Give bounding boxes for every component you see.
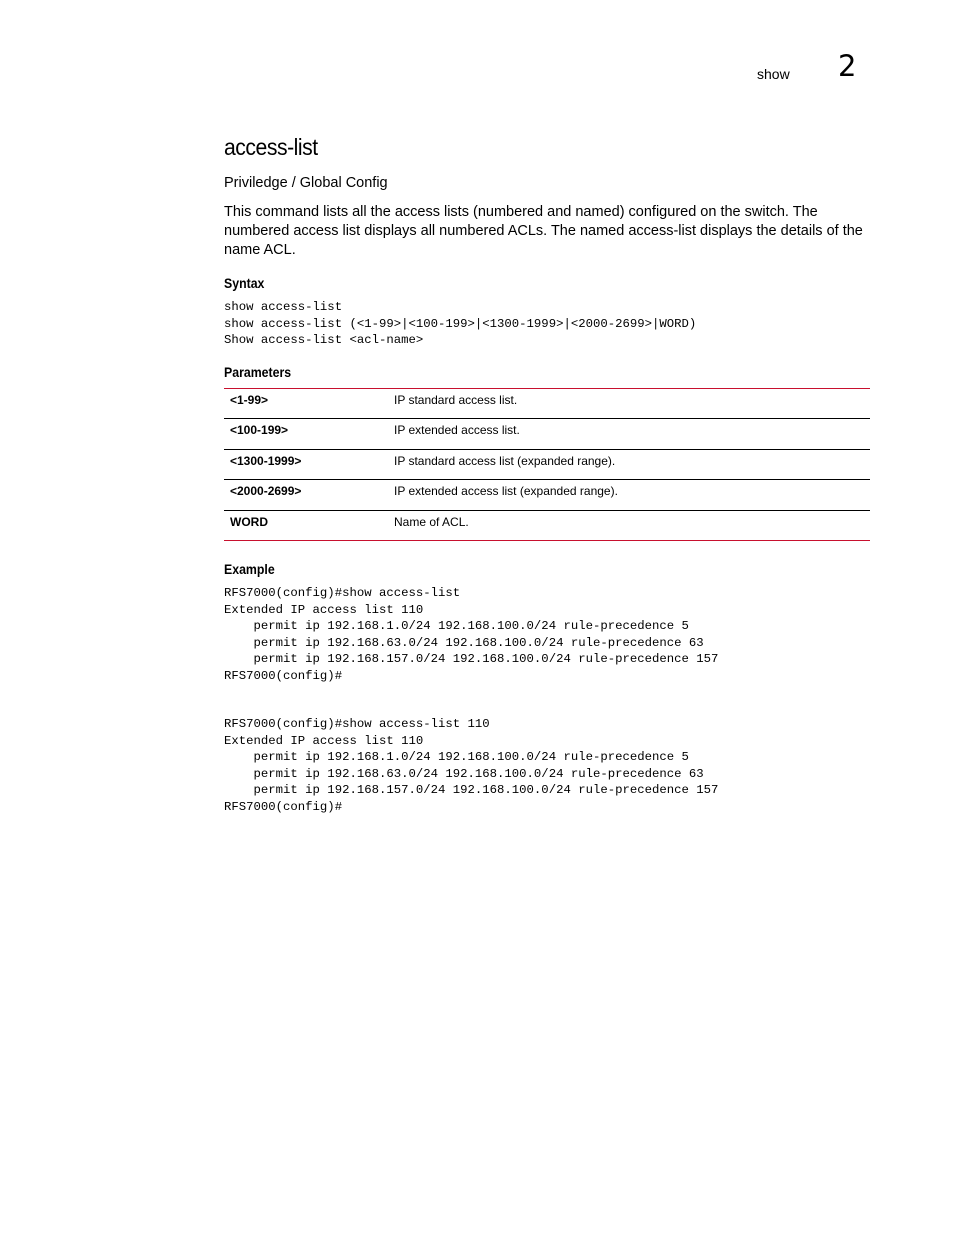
code-line: RFS7000(config)#show access-list 110 [224,717,490,731]
table-row [224,388,870,419]
param-description: IP standard access list (expanded range). [388,449,870,480]
param-description: Name of ACL. [388,510,870,541]
code-line: permit ip 192.168.1.0/24 192.168.100.0/24 rule-precedence 5 [224,750,689,764]
code-line: Extended IP access list 110 [224,602,424,617]
header-section-name: show [757,66,790,82]
param-name: WORD [224,510,388,541]
param-name: <1-99> [230,392,269,407]
example-heading: Example [224,561,275,577]
param-name: <2000-2699> [224,480,388,511]
command-mode: Priviledge / Global Config [224,175,388,191]
example-code-block-2 [224,716,870,815]
spacer [224,684,870,716]
syntax-block [224,299,870,349]
code-line: permit ip 192.168.63.0/24 192.168.100.0/24 rule-precedence 63 [224,766,704,781]
code-line: RFS7000(config)# [224,668,343,683]
param-description: IP standard access list. [394,392,518,407]
main-content [224,132,870,815]
code-line: RFS7000(config)# [224,799,343,814]
table-row [224,419,870,450]
syntax-heading: Syntax [224,275,265,291]
syntax-line: Show access-list <acl-name> [224,333,424,347]
code-line: permit ip 192.168.157.0/24 192.168.100.0/24 rule-precedence 157 [224,783,719,797]
code-line: permit ip 192.168.1.0/24 192.168.100.0/24 rule-precedence 5 [224,619,689,633]
page-title: access-list [224,134,318,160]
command-description: This command lists all the access lists (numbered and named) configured on the switch. The numbered access list displays all numbered ACLs. The named access-list displays the details of the name ACL. [224,204,863,258]
table-row [224,449,870,480]
code-line: RFS7000(config)#show access-list [224,586,461,600]
parameters-table [224,388,870,542]
code-line: permit ip 192.168.157.0/24 192.168.100.0/24 rule-precedence 157 [224,652,719,666]
syntax-line: show access-list (<1-99>|<100-199>|<1300-1999>|<2000-2699>|WORD) [224,316,697,331]
param-description: IP extended access list. [388,419,870,450]
param-name: <1300-1999> [224,449,388,480]
code-line: permit ip 192.168.63.0/24 192.168.100.0/24 rule-precedence 63 [224,635,704,650]
example-code-block-1 [224,585,870,684]
syntax-line: show access-list [224,300,343,314]
parameters-heading: Parameters [224,363,292,380]
param-description: IP extended access list (expanded range). [388,480,870,511]
param-name: <100-199> [224,419,388,450]
table-row [224,510,870,541]
code-line: Extended IP access list 110 [224,733,424,748]
header-chapter-number: 2 [838,49,857,83]
table-row [224,480,870,511]
